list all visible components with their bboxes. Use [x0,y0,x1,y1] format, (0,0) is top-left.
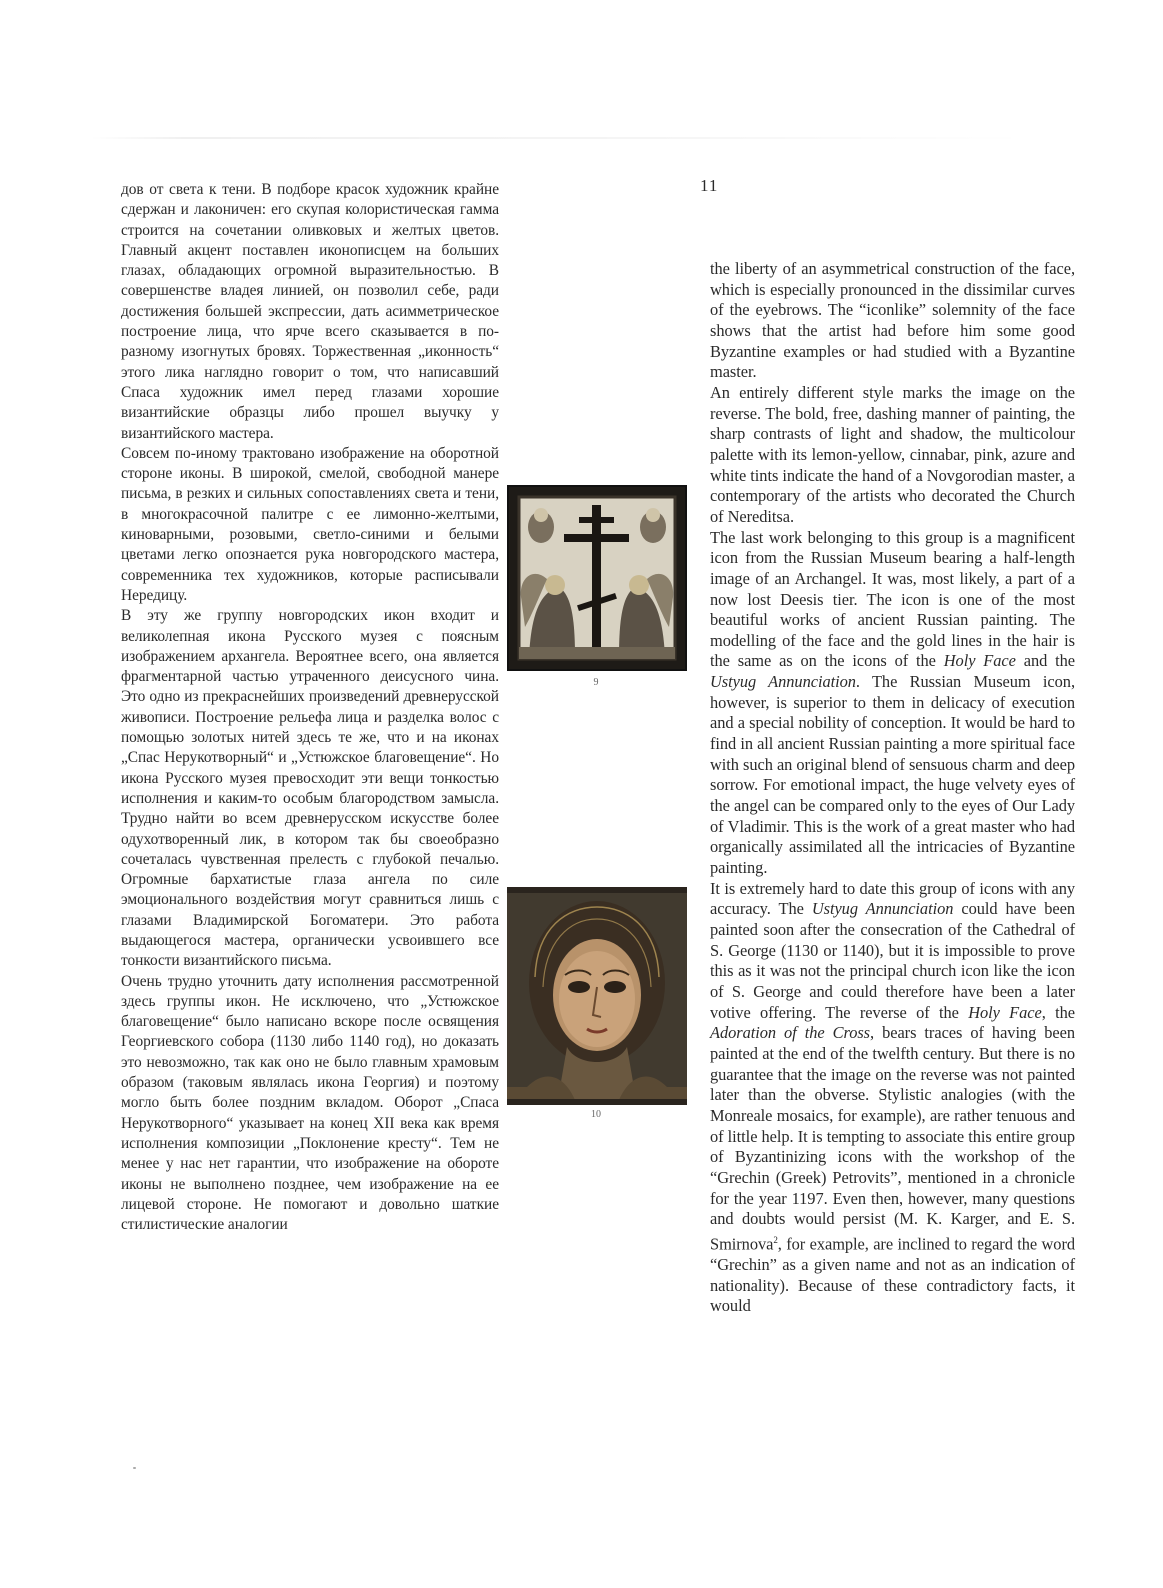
title-ustyug-annunciation: Ustyug Annunciation [710,672,856,692]
english-text-column [710,259,1075,1317]
title-holy-face: Holy Face [968,1002,1042,1022]
title-holy-face: Holy Face [943,651,1016,671]
ru-paragraph-3: В эту же группу новгородских икон входит и великолепная икона Русского музея с поясным изображением архангела. Вероятнее всего, она является фрагментарной частью утраченного деисусного чина. Это одно из прекраснейших произведений древнерусской живописи. Построение рельефа лица и разделка волос с помощью золотых нитей здесь те же, что и на иконах „Спас Нерукотворный“ и „Устюжское благовещение“. Но икона Русского музея превосходит эти вещи тонкостью исполнения и каким-то особым благородством замысла. Трудно найти во всем древнерусском искусстве более одухотворенный лик, в котором так бы своеобразно сочеталась чувственная прелесть с глубокой печалью. Огромные бархатистые глаза ангела по силе эмоционального воздействия могут сравниться лишь с глазами Владимирской Богоматери. Это работа выдающегося мастера, органически усвоившего все тонкости византийского письма. [121,607,499,970]
title-adoration-of-the-cross: Adoration of the Cross [710,1023,871,1043]
ru-paragraph-4: Очень трудно уточнить дату исполнения рассмотренной здесь группы икон. Не исключено, что „Устюжское благовещение“ было написано вскоре после освящения Георгиевского собора (1130 либо 1140 год), но доказать это невозможно, так как оно не было главным храмовым образом (таковым являлась икона Георгия) и поэтому могло быть более поздним вкладом. Оборот „Спаса Нерукотворного“ указывает на конец XII века как время исполнения композиции „Поклонение кресту“. Тем не менее у нас нет гарантии, что изображение на обороте иконы не выполнено позднее, чем изображение на ее лицевой стороне. Не помогают и довольно шаткие стилистические аналогии [121,972,499,1234]
title-ustyug-annunciation: Ustyug Annunciation [811,899,954,919]
figure-archangel-head [507,887,687,1105]
ru-paragraph-2: Совсем по-иному трактовано изображение на оборотной стороне иконы. В широкой, смелой, свободной манере письма, в резких и сильных сопоставлениях света и тени, в многокрасочной палитре с ее лимонно-желтыми, киноварными, розовыми, светло-синими и белыми цветами легко опознается рука новгородского мастера, современника тех художников, которые расписывали Нередицу. [121,444,499,604]
ru-paragraph-1: дов от света к тени. В подборе красок художник крайне сдержан и лаконичен: его скупая колористическая гамма строится на сочетании оливковых и желтых цветов. Главный акцент поставлен иконописцем на больших глазах, обладающих огромной выразительностью. В совершенстве владея линией, он позволил себе, ради достижения большей экспрессии, дать асимметрическое построение лица, что ярче всего сказывается в по-разному изогнутых бровях. Торжественная „иконность“ этого лика наглядно говорит о том, что написавший Спаса художник имел перед глазами хорошие византийские образцы либо прошел выучку у византийского мастера. [121,181,499,442]
en-paragraph-2: An entirely different style marks the image on the reverse. The bold, free, dashing manner of painting, the sharp contrasts of light and shadow, the multicolour palette with its lemon-yellow, cinnabar, pink, azure and white tints indicate the hand of a Novgorodian master, a contemporary of the artists who decorated the Church of Nereditsa. [710,382,1075,526]
cross-icon-illustration [509,487,685,669]
page-top-rule [90,137,1030,139]
scan-speck [133,1467,136,1469]
figure-adoration-of-the-cross [507,485,687,671]
page-number: 11 [700,176,719,195]
figure-caption-9: 9 [593,677,599,688]
en-paragraph-4: It is extremely hard to date this group of icons with any accuracy. The Ustyug Annunciation could have been painted soon after the consecration of the Cathedral of S. George (1130 or 1140), but it is impossible to prove this as it was not the principal church icon like the icon of S. George and could therefore have been a later votive offering. The reverse of the Holy Face, the Adoration of the Cross, bears traces of having been painted at the end of the twelfth century. But there is no guarantee that the image on the reverse was not painted later than the obverse. Stylistic analogies (with the Monreale mosaics, for example), are rather tenuous and of little help. It is tempting to associate this entire group of Byzantinizing icons with the workshop of the “Grechin (Greek) Petrovits”, mentioned in a chronicle for the year 1197. Even then, however, many questions and doubts would persist (M. K. Karger, and E. S. Smirnova$^2$, for example, are inclined to regard the word “Grechin” as a given name and not as an indication of nationality). Because of these contradictory facts, it would [710,878,1075,1316]
en-paragraph-1: the liberty of an asymmetrical construction of the face, which is especially pronounced in the dissimilar curves of the eyebrows. The “iconlike” solemnity of the face shows that the artist had before him some good Byzantine examples or had studied with a Byzantine master. [710,259,1075,382]
footnote-marker: 2 [773,1234,778,1245]
archangel-icon-illustration [507,887,687,1105]
figure-caption-10: 10 [591,1109,601,1120]
en-paragraph-3: The last work belonging to this group is a magnificent icon from the Russian Museum bearing a half-length image of an Archangel. It was, most likely, a part of a now lost Deesis tier. The icon is one of the most beautiful works of ancient Russian painting. The modelling of the face and the gold lines in the hair is the same as on the icons of the Holy Face and the Ustyug Annunciation. The Russian Museum icon, however, is superior to them in delicacy of execution and a special nobility of conception. It would be hard to find in all ancient Russian painting a more spiritual face with such an original blend of sensuous charm and deep sorrow. For emotional impact, the huge velvety eyes of the angel can be compared only to the eyes of Our Lady of Vladimir. This is the work of a great master who had organically assimilated all the intricacies of Byzantine painting. [710,527,1075,878]
russian-text-column [121,180,499,1235]
